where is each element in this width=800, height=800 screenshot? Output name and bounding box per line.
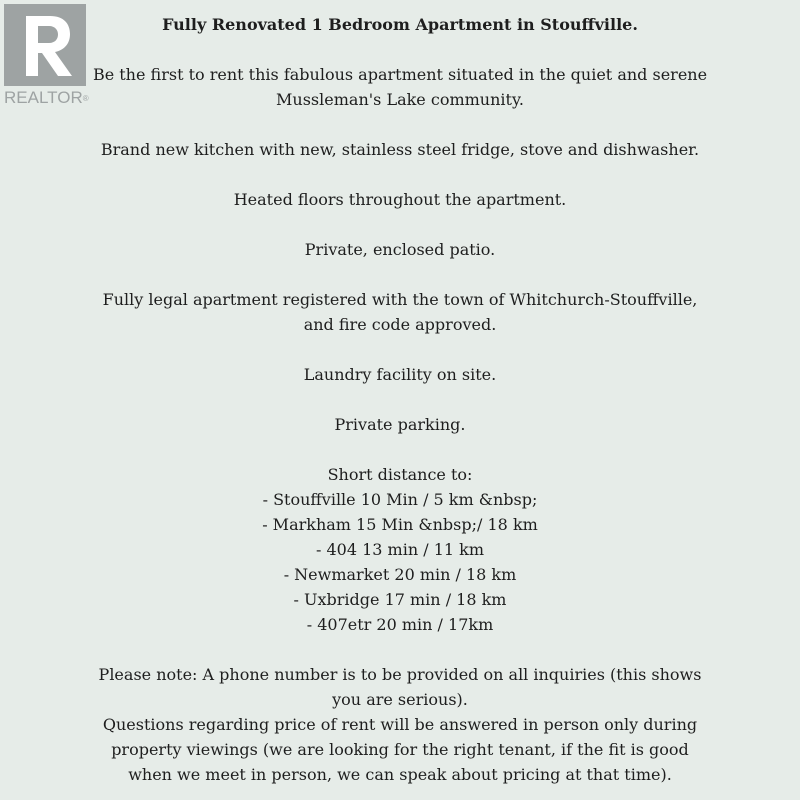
listing-description bbox=[90, 12, 710, 787]
description-paragraph: Brand new kitchen with new, stainless steel fridge, stove and dishwasher. bbox=[100, 140, 700, 159]
realtor-wordmark bbox=[4, 89, 94, 107]
description-paragraph: Laundry facility on site. bbox=[303, 365, 497, 384]
note-paragraph: Questions regarding price of rent will be answered in person only during property viewings (we are looking for the right tenant, if the fit is good when we meet in person, we can speak about pricing at that time). bbox=[102, 715, 698, 784]
distance-item: - 404 13 min / 11 km bbox=[315, 540, 485, 559]
distance-item: - Markham 15 Min &nbsp;/ 18 km bbox=[262, 515, 538, 534]
realtor-logo bbox=[4, 4, 94, 110]
realtor-word: REALTOR bbox=[4, 88, 83, 107]
notes-section bbox=[90, 662, 710, 787]
description-paragraph: Private parking. bbox=[334, 415, 466, 434]
distance-item: - 407etr 20 min / 17km bbox=[306, 615, 494, 634]
description-paragraph: Be the first to rent this fabulous apartment situated in the quiet and serene Mussleman's Lake community. bbox=[92, 65, 708, 109]
distance-item: - Stouffville 10 Min / 5 km &nbsp; bbox=[262, 490, 538, 509]
distance-section bbox=[90, 462, 710, 637]
realtor-r-icon bbox=[4, 4, 86, 86]
distance-item: - Newmarket 20 min / 18 km bbox=[283, 565, 517, 584]
description-paragraph: Heated floors throughout the apartment. bbox=[233, 190, 567, 209]
distance-list bbox=[90, 487, 710, 637]
registered-mark: ® bbox=[82, 94, 89, 103]
note-paragraph: Please note: A phone number is to be provided on all inquiries (this shows you are serious). bbox=[98, 665, 702, 709]
distance-heading: Short distance to: bbox=[327, 465, 473, 484]
description-paragraph: Private, enclosed patio. bbox=[304, 240, 496, 259]
distance-item: - Uxbridge 17 min / 18 km bbox=[293, 590, 507, 609]
listing-title: Fully Renovated 1 Bedroom Apartment in Stouffville. bbox=[162, 15, 638, 34]
description-paragraph: Fully legal apartment registered with the town of Whitchurch-Stouffville, and fire code approved. bbox=[102, 290, 698, 334]
